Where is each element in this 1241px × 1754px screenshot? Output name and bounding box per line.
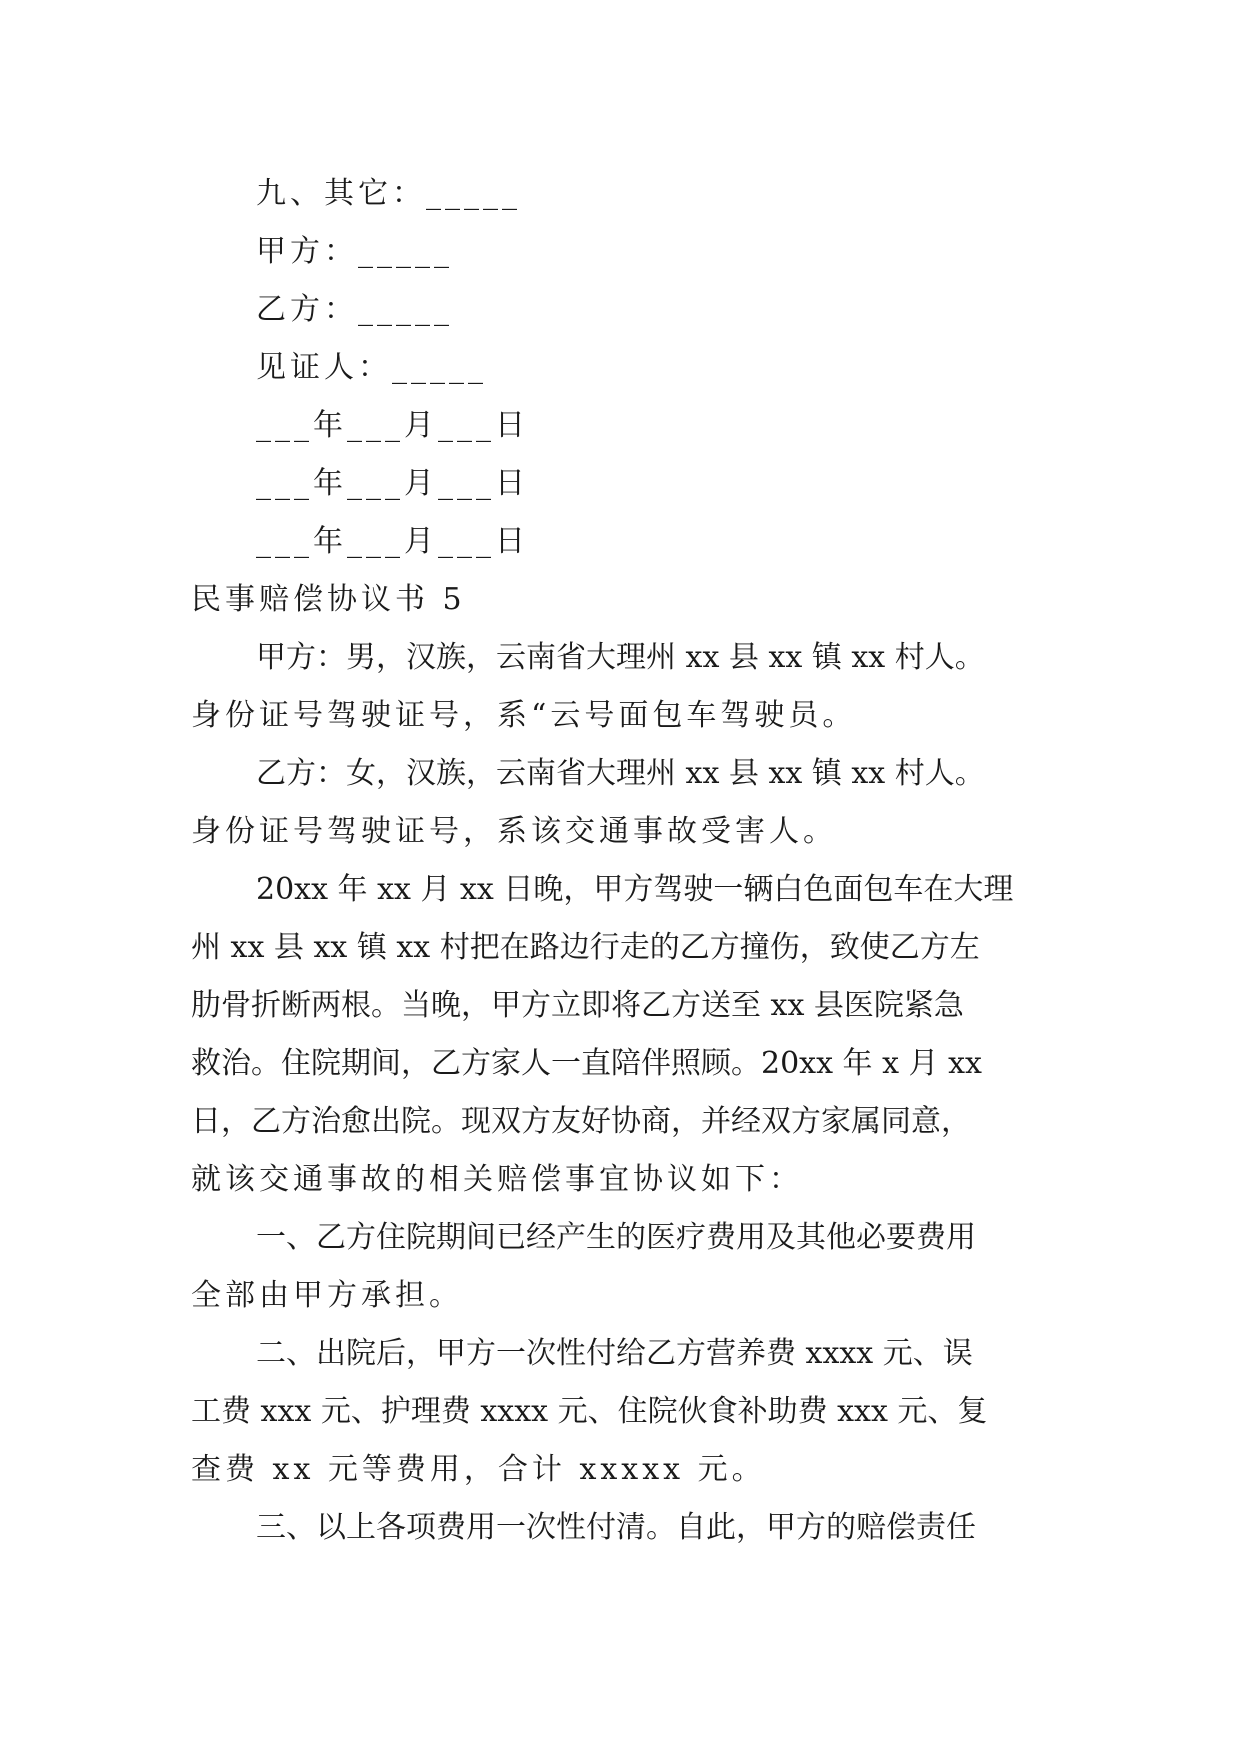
clause-1-line: 全部由甲方承担。 [191,1278,463,1313]
party-a-line: 甲方：男，汉族，云南省大理州 xx 县 xx 镇 xx 村人。 [256,640,985,675]
signature-party-b: 乙方：_____ [256,292,453,327]
clause-1-line: 一、乙方住院期间已经产生的医疗费用及其他必要费用 [256,1220,976,1255]
signature-party-a: 甲方：_____ [256,234,453,269]
clause-2-line: 工费 xxx 元、护理费 xxxx 元、住院伙食补助费 xxx 元、复 [191,1394,988,1429]
facts-line: 肋骨折断两根。当晚，甲方立即将乙方送至 xx 县医院紧急 [191,988,964,1023]
clause-other: 九、其它：_____ [256,176,521,211]
section-title: 民事赔偿协议书 5 [191,582,466,617]
facts-line: 州 xx 县 xx 镇 xx 村把在路边行走的乙方撞伤，致使乙方左 [191,930,980,965]
clause-2-line: 查费 xx 元等费用，合计 xxxxx 元。 [191,1452,766,1487]
clause-2-line: 二、出院后，甲方一次性付给乙方营养费 xxxx 元、误 [256,1336,973,1371]
facts-line: 日，乙方治愈出院。现双方友好协商，并经双方家属同意， [191,1104,971,1139]
date-line: ___年___月___日 [256,466,529,501]
clause-3-line: 三、以上各项费用一次性付清。自此，甲方的赔偿责任 [256,1510,976,1545]
party-b-line: 身份证号驾驶证号，系该交通事故受害人。 [191,814,837,849]
party-a-line: 身份证号驾驶证号，系“云号面包车驾驶员。 [191,698,857,733]
date-line: ___年___月___日 [256,524,529,559]
party-b-line: 乙方：女，汉族，云南省大理州 xx 县 xx 镇 xx 村人。 [256,756,985,791]
signature-witness: 见证人：_____ [256,350,487,385]
date-line: ___年___月___日 [256,408,529,443]
facts-line: 20xx 年 xx 月 xx 日晚，甲方驾驶一辆白色面包车在大理 [256,872,1014,907]
facts-line: 就该交通事故的相关赔偿事宜协议如下： [191,1162,803,1197]
facts-line: 救治。住院期间，乙方家人一直陪伴照顾。20xx 年 x 月 xx [191,1046,982,1081]
